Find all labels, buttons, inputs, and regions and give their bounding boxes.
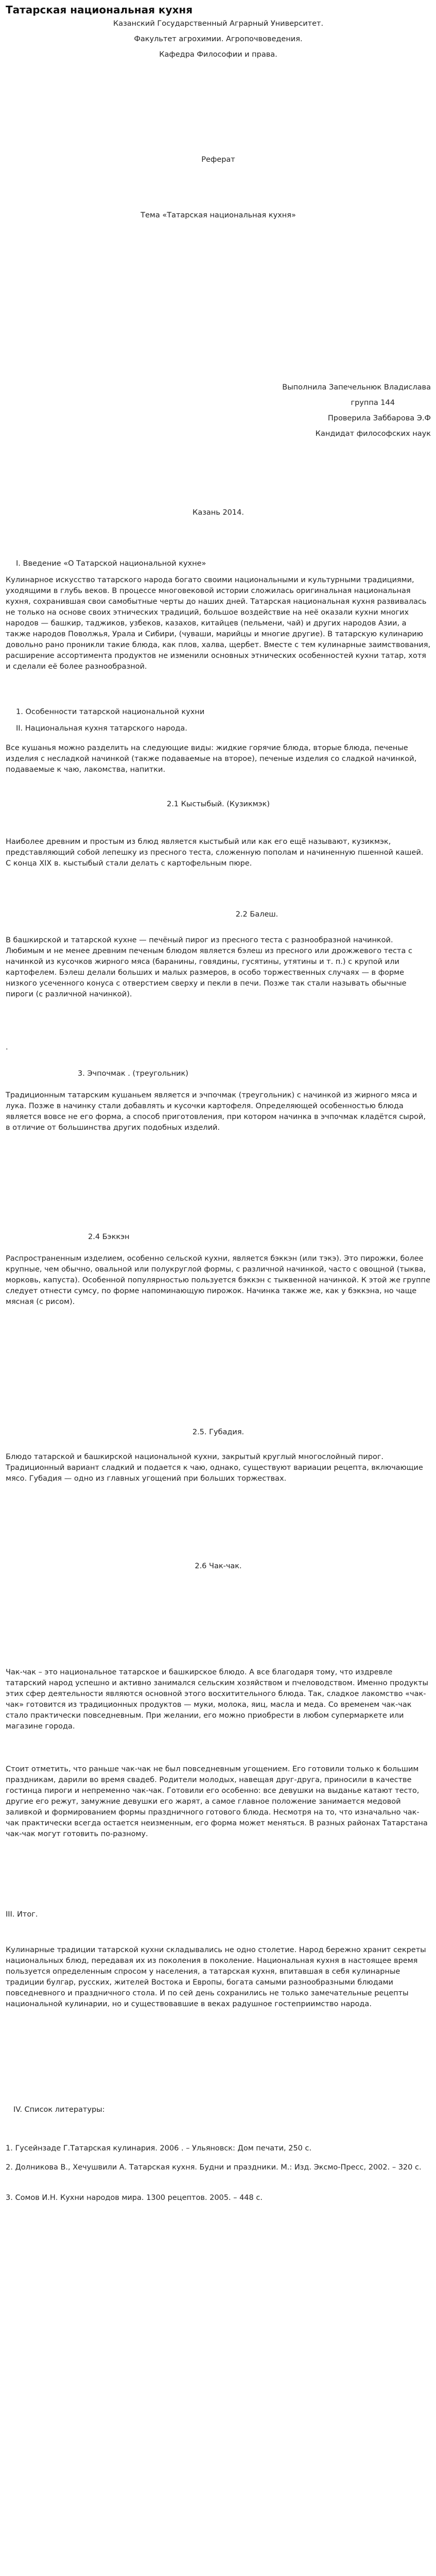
references-heading: IV. Список литературы: [13,2106,105,2114]
intro-paragraph: Кулинарное искусство татарского народа богато своими национальными и культурными традициями, уходящими в глубь веков. В процессе многовековой истории сложилась оригинальная национальная кухня, сохранившая свои самобытные черты до наших дней. Татарская национальная кухня развивалась не только на основе своих этнических традиций, большое воздействие на неё оказали кухни многих народов — башкир, таджиков, узбеков, казахов, китайцев (пельмени, чай) и других народов Азии, а также народов Поволжья, Урала и Сибири, (чуваши, марийцы и многие другие). В татарскую кулинарию довольно рано проникли такие блюда, как плов, халва, щербет. Вместе с тем кулинарные заимствования, расширение ассортимента продуктов не изменили основных этнических особенностей кухни татар, хотя и сделали её более разнообразной. [6,576,431,671]
document-type: Реферат [201,156,235,164]
reference-item: 2. Долникова В., Хечушвили А. Татарская кухня. Будни и праздники. М.: Изд. Эксмо-Пресс, 2002. – 320 с. [6,2163,422,2172]
subsection-paragraph: Наиболее древним и простым из блюд является кыстыбый или как его ещё называют, кузикмэк, представляющий собой лепешку из пресного теста, сложенную пополам и начиненную пшенной кашей. С конца XIX в. кыстыбый стали делать с картофельным пюре. [6,838,424,868]
reference-item: 3. Сомов И.Н. Кухни народов мира. 1300 рецептов. 2005. – 448 с. [6,2194,263,2202]
subsection-paragraph: Традиционным татарским кушаньем является и эчпочмак (треугольник) с начинкой из жирного мяса и лука. Позже в начинку стали добавлять и кусочки картофеля. Определяющей особенностью блюда является вовсе не его форма, а способ приготовления, при котором начинка в эчпочмак кладётся сырой, в отличие от большинства других подобных изделий. [6,1091,426,1132]
conclusion-heading: III. Итог. [6,1910,38,1919]
subsection-paragraph: Чак-чак – это национальное татарское и башкирское блюдо. А все благодаря тому, что издревле татарский народ успешно и активно занимался сельским хозяйством и пчеловодством. Именно продукты этих сфер деятельности являются основной этого восхитительного блюда. Так, сладкое лакомство «чак-чак» готовится из традиционных продуктов — муки, молока, яиц, масла и меда. Со временем чак-чак стало практически повседневным. При желании, его можно приобрести в любом супермаркете или магазине города. [6,1668,428,1731]
subsection-heading: 2.4 Бэккэн [88,1233,130,1241]
stray-mark: . [6,1043,8,1052]
subsection-heading: 2.1 Кыстыбый. (Кузикмэк) [166,800,270,808]
conclusion-paragraph: Кулинарные традиции татарской кухни складывались не одно столетие. Народ бережно хранит секреты национальных блюд, передавая их из поколения в поколение. Национальная кухня в настоящее время пользуется определенным спросом у населения, а татарская кухня, впитавшая в себя кулинарные традиции булгар, русских, жителей Востока и Европы, богата самыми разнообразными блюдами повседневного и праздничного стола. И по сей день сохранились не только замечательные рецепты национальной кулинарии, но и существовавшие в веках радушное гостеприимство народа. [6,1946,426,2008]
signature-group: группа 144 [351,399,395,407]
document-topic: Тема «Татарская национальная кухня» [141,211,296,219]
subsection-paragraph: Распространенным изделием, особенно сельской кухни, является бэккэн (или тэкэ). Это пирожки, более крупные, чем обычно, овальной или полукруглой формы, с различной начинкой, часто с овощной (тыква, морковь, капуста). Особенной популярностью пользуется бэккэн с тыквенной начинкой. К этой же группе следует отнести сумсу, по форме напоминающую пирожок. Начинка также же, как у бэккэна, но чаще мясная (с рисом). [6,1255,430,1306]
signature-reviewer: Проверила Заббарова Э.Ф [327,414,431,422]
toc-item: 1. Особенности татарской национальной кухни [16,708,205,716]
signature-degree: Кандидат философских наук [315,430,431,438]
document-title: Татарская национальная кухня [6,4,193,16]
intro-heading: I. Введение «О Татарской национальной кухне» [16,560,206,568]
subsection-paragraph: Стоит отметить, что раньше чак-чак не был повседневным угощением. Его готовили только к большим праздникам, дарили во время свадеб. Родители молодых, навещая друг-друга, приносили в качестве гостинца пироги и непременно чак-чак. Готовили его особенно: все девушки на выданье катают тесто, другие его режут, замужние девушки его жарят, а самое главное положение занимается медовой заливкой и формированием формы праздничного готового блюда. Несмотря на то, что изначально чак-чак практически всегда остается неизменным, его форма может меняться. В разных районах Татарстана чак-чак могут готовить по-разному. [6,1765,428,1838]
toc-item: II. Национальная кухня татарского народа. [16,724,187,733]
subsection-paragraph: Блюдо татарской и башкирской национальной кухни, закрытый круглый многослойный пирог. Традиционный вариант сладкий и подается к чаю, однако, существуют вариации рецепта, включающие мясо. Губадия — одно из главных угощений при больших торжествах. [6,1453,423,1483]
faculty-name: Факультет агрохимии. Агропочвоведения. [134,35,303,43]
subsection-heading: 3. Эчпочмак . (треугольник) [78,1070,188,1078]
subsection-heading: 2.2 Балеш. [235,910,278,919]
university-name: Казанский Государственный Аграрный Университет. [113,20,324,28]
section2-intro: Все кушанья можно разделить на следующие виды: жидкие горячие блюда, вторые блюда, печеные изделия с несладкой начинкой (также подаваемые на второе), печеные изделия со сладкой начинкой, подаваемые к чаю, лакомства, напитки. [6,744,417,774]
department-name: Кафедра Философии и права. [159,50,277,59]
signature-author: Выполнила Запечельнюк Владислава [282,383,431,392]
subsection-heading: 2.6 Чак-чак. [195,1562,242,1570]
reference-item: 1. Гусейнзаде Г.Татарская кулинария. 2006 . – Ульяновск: Дом печати, 250 с. [6,2144,312,2153]
subsection-paragraph: В башкирской и татарской кухне — печёный пирог из пресного теста с разнообразной начинкой. Любимым и не менее древним печеным блюдом является бэлеш из пресного или дрожжевого теста с начинкой из кусочков жирного мяса (баранины, говядины, гусятины, утятины и т. п.) с крупой или картофелем. Бэлеш делали больших и малых размеров, в особо торжественных случаях — в форме низкого усеченного конуса с отверстием сверху и пекли в печи. Позже так стали называть обычные пироги (с различной начинкой). [6,936,412,998]
subsection-heading: 2.5. Губадия. [192,1428,245,1436]
city-year: Казань 2014. [193,509,244,517]
